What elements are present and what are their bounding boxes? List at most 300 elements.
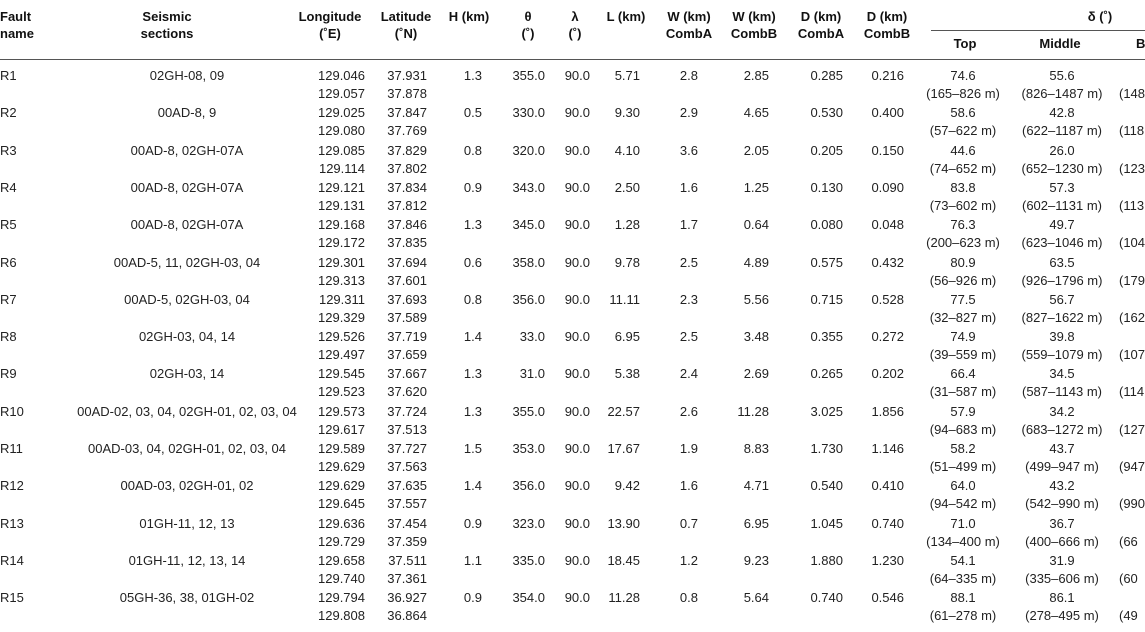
latitude-cell: 37.727	[387, 441, 427, 456]
depth-h-cell: 0.5	[463, 105, 482, 121]
longitude-cell: 129.573	[318, 403, 365, 419]
strike-theta-cell: 354.0	[512, 590, 545, 606]
depth-h-cell: 1.1	[463, 552, 482, 568]
length-l-cell: 6.95	[614, 329, 640, 345]
delta-top-cell: 44.6	[950, 142, 976, 158]
latitude-cell: 37.931	[387, 68, 427, 83]
slip-combb-cell: 0.048	[871, 217, 904, 233]
latitude-cell: 37.659	[387, 347, 427, 363]
latitude-cell: 37.769	[387, 123, 427, 139]
latitude-cell: 37.563	[387, 459, 427, 474]
rake-lambda-cell: 90.0	[564, 366, 590, 382]
rake-lambda-cell: 90.0	[564, 403, 590, 419]
seismic-sections-cell: 02GH-03, 04, 14	[138, 329, 236, 345]
longitude-cell: 129.057	[318, 86, 365, 101]
fault-name-cell: R12	[0, 478, 24, 494]
strike-theta-cell: 31.0	[519, 366, 545, 382]
strike-theta-cell: 356.0	[512, 291, 545, 307]
longitude-cell: 129.168	[318, 217, 365, 233]
slip-comba-cell: 1.045	[810, 515, 843, 531]
latitude-cell: 37.693	[387, 291, 427, 307]
rake-lambda-cell: 90.0	[564, 552, 590, 568]
delta-middle-cell: 43.7	[1049, 441, 1075, 456]
width-comba-cell: 2.6	[679, 403, 698, 419]
delta-bottom-cell: (107	[1119, 347, 1145, 363]
delta-top-cell: 58.2	[950, 441, 976, 456]
rake-lambda-cell: 90.0	[564, 329, 590, 345]
delta-top-cell: 80.9	[950, 254, 976, 270]
width-comba-cell: 3.6	[679, 142, 698, 158]
delta-middle-cell: 34.5	[1049, 366, 1075, 382]
delta-middle-cell: (559–1079 m)	[1021, 347, 1103, 363]
seismic-sections-cell: 02GH-03, 14	[149, 366, 225, 382]
delta-top-cell: (64–335 m)	[929, 570, 997, 586]
width-comba-cell: 2.8	[679, 68, 698, 83]
longitude-cell: 129.629	[318, 478, 365, 494]
latitude-cell: 37.359	[387, 533, 427, 549]
depth-h-cell: 1.5	[463, 441, 482, 456]
delta-middle-cell: 36.7	[1049, 515, 1075, 531]
delta-top-cell: 83.8	[950, 179, 976, 195]
slip-combb-cell: 0.400	[871, 105, 904, 121]
delta-middle-cell: 31.9	[1049, 552, 1075, 568]
fault-name-cell: R8	[0, 329, 17, 345]
header-delta-bottom: B	[1136, 36, 1145, 51]
rake-lambda-cell: 90.0	[564, 515, 590, 531]
delta-bottom-cell: (947	[1119, 459, 1145, 474]
delta-top-cell: 64.0	[950, 478, 976, 494]
slip-comba-cell: 3.025	[810, 403, 843, 419]
longitude-cell: 129.729	[318, 533, 365, 549]
slip-combb-cell: 0.272	[871, 329, 904, 345]
length-l-cell: 9.42	[614, 478, 640, 494]
header-theta: θ (˚)	[521, 9, 535, 41]
seismic-sections-cell: 01GH-11, 12, 13	[139, 515, 235, 531]
delta-middle-cell: (587–1143 m)	[1022, 384, 1102, 400]
latitude-cell: 37.635	[387, 478, 427, 494]
slip-combb-cell: 1.856	[871, 403, 904, 419]
latitude-cell: 37.724	[387, 403, 427, 419]
header-fault-name: Fault name	[0, 9, 34, 41]
delta-bottom-cell: (179	[1119, 272, 1145, 288]
delta-middle-cell: 26.0	[1049, 142, 1075, 158]
longitude-cell: 129.131	[318, 197, 365, 213]
strike-theta-cell: 320.0	[512, 142, 545, 158]
width-comba-cell: 2.4	[679, 366, 698, 382]
width-combb-cell: 2.85	[743, 68, 769, 83]
width-comba-cell: 2.5	[679, 254, 698, 270]
width-combb-cell: 5.64	[743, 590, 769, 606]
slip-combb-cell: 0.202	[871, 366, 904, 382]
strike-theta-cell: 343.0	[512, 179, 545, 195]
longitude-cell: 129.636	[318, 515, 365, 531]
header-h: H (km)	[448, 9, 490, 24]
width-combb-cell: 4.71	[743, 478, 769, 494]
width-combb-cell: 11.28	[737, 403, 769, 419]
length-l-cell: 22.57	[607, 403, 640, 419]
longitude-cell: 129.311	[318, 291, 365, 307]
width-combb-cell: 6.95	[743, 515, 769, 531]
header-lambda: λ (˚)	[568, 9, 582, 41]
longitude-cell: 129.497	[318, 347, 365, 363]
seismic-sections-cell: 00AD-02, 03, 04, 02GH-01, 02, 03, 04	[77, 403, 297, 419]
strike-theta-cell: 353.0	[512, 441, 545, 456]
longitude-cell: 129.085	[318, 142, 365, 158]
delta-bottom-cell: (148	[1119, 86, 1145, 101]
length-l-cell: 4.10	[614, 142, 640, 158]
seismic-sections-cell: 00AD-5, 02GH-03, 04	[124, 291, 250, 307]
slip-combb-cell: 1.230	[871, 552, 904, 568]
depth-h-cell: 0.9	[463, 179, 482, 195]
latitude-cell: 37.620	[387, 384, 427, 400]
width-combb-cell: 9.23	[743, 552, 769, 568]
strike-theta-cell: 355.0	[512, 68, 545, 83]
longitude-cell: 129.526	[318, 329, 365, 345]
header-d-comba: D (km) CombA	[797, 9, 845, 41]
longitude-cell: 129.545	[318, 366, 365, 382]
delta-top-cell: 54.1	[950, 552, 976, 568]
latitude-cell: 36.927	[387, 590, 427, 606]
delta-top-cell: 88.1	[950, 590, 976, 606]
length-l-cell: 17.67	[607, 441, 640, 456]
latitude-cell: 37.557	[387, 496, 427, 512]
slip-comba-cell: 1.880	[810, 552, 843, 568]
delta-middle-cell: (542–990 m)	[1025, 496, 1099, 512]
slip-combb-cell: 0.432	[871, 254, 904, 270]
delta-top-cell: (73–602 m)	[929, 197, 997, 213]
slip-comba-cell: 0.355	[810, 329, 843, 345]
delta-bottom-cell: (104	[1119, 235, 1145, 251]
longitude-cell: 129.645	[318, 496, 365, 512]
depth-h-cell: 1.3	[463, 403, 482, 419]
latitude-cell: 37.601	[387, 272, 427, 288]
width-comba-cell: 1.2	[679, 552, 698, 568]
width-combb-cell: 4.89	[743, 254, 769, 270]
header-delta-middle: Middle	[1039, 36, 1081, 51]
longitude-cell: 129.740	[318, 570, 365, 586]
longitude-cell: 129.808	[318, 608, 365, 624]
latitude-cell: 37.454	[387, 515, 427, 531]
slip-combb-cell: 0.410	[871, 478, 904, 494]
slip-combb-cell: 0.546	[871, 590, 904, 606]
latitude-cell: 37.361	[387, 570, 427, 586]
header-delta-top: Top	[953, 36, 977, 51]
delta-top-cell: 58.6	[950, 105, 976, 121]
longitude-cell: 129.329	[318, 309, 365, 325]
strike-theta-cell: 358.0	[512, 254, 545, 270]
delta-middle-cell: 42.8	[1049, 105, 1075, 121]
latitude-cell: 37.878	[387, 86, 427, 101]
fault-name-cell: R7	[0, 291, 17, 307]
width-comba-cell: 2.3	[679, 291, 698, 307]
strike-theta-cell: 356.0	[512, 478, 545, 494]
header-delta: δ (˚)	[1087, 9, 1113, 24]
delta-top-cell: (165–826 m)	[926, 86, 1000, 101]
latitude-cell: 37.834	[387, 179, 427, 195]
fault-name-cell: R2	[0, 105, 17, 121]
slip-comba-cell: 0.265	[810, 366, 843, 382]
width-combb-cell: 4.65	[743, 105, 769, 121]
slip-combb-cell: 1.146	[871, 441, 904, 456]
width-comba-cell: 2.9	[679, 105, 698, 121]
header-latitude: Latitude (˚N)	[380, 9, 432, 41]
depth-h-cell: 1.3	[463, 366, 482, 382]
fault-name-cell: R4	[0, 179, 17, 195]
delta-top-cell: (74–652 m)	[929, 160, 997, 176]
slip-combb-cell: 0.090	[871, 179, 904, 195]
length-l-cell: 2.50	[614, 179, 640, 195]
delta-top-cell: (57–622 m)	[929, 123, 997, 139]
width-comba-cell: 0.7	[679, 515, 698, 531]
width-comba-cell: 1.6	[679, 179, 698, 195]
delta-top-cell: (94–683 m)	[929, 421, 997, 437]
length-l-cell: 13.90	[607, 515, 640, 531]
delta-middle-cell: (400–666 m)	[1025, 533, 1099, 549]
fault-name-cell: R6	[0, 254, 17, 270]
delta-middle-cell: (499–947 m)	[1025, 459, 1099, 474]
rake-lambda-cell: 90.0	[564, 179, 590, 195]
fault-name-cell: R13	[0, 515, 24, 531]
header-d-combb: D (km) CombB	[863, 9, 911, 41]
width-comba-cell: 1.7	[679, 217, 698, 233]
seismic-sections-cell: 00AD-8, 02GH-07A	[130, 179, 244, 195]
delta-middle-cell: (278–495 m)	[1025, 608, 1099, 624]
delta-top-cell: (61–278 m)	[929, 608, 997, 624]
fault-name-cell: R10	[0, 403, 24, 419]
header-longitude: Longitude (˚E)	[298, 9, 362, 41]
header-w-combb: W (km) CombB	[730, 9, 778, 41]
delta-bottom-cell: (114	[1119, 384, 1145, 400]
width-comba-cell: 1.6	[679, 478, 698, 494]
header-l: L (km)	[606, 9, 646, 24]
latitude-cell: 37.829	[387, 142, 427, 158]
latitude-cell: 37.513	[387, 421, 427, 437]
strike-theta-cell: 355.0	[512, 403, 545, 419]
delta-middle-cell: (602–1131 m)	[1022, 197, 1102, 213]
delta-middle-cell: (683–1272 m)	[1021, 421, 1103, 437]
delta-bottom-cell: (113	[1119, 197, 1145, 213]
delta-top-cell: 74.6	[950, 68, 976, 83]
delta-middle-cell: (622–1187 m)	[1022, 123, 1102, 139]
longitude-cell: 129.617	[318, 421, 365, 437]
header-w-comba: W (km) CombA	[665, 9, 713, 41]
latitude-cell: 37.847	[387, 105, 427, 121]
strike-theta-cell: 323.0	[512, 515, 545, 531]
longitude-cell: 129.523	[318, 384, 365, 400]
header-rule	[0, 59, 1145, 60]
rake-lambda-cell: 90.0	[564, 142, 590, 158]
delta-top-cell: 66.4	[950, 366, 976, 382]
slip-comba-cell: 0.540	[810, 478, 843, 494]
delta-top-cell: (56–926 m)	[929, 272, 997, 288]
fault-name-cell: R1	[0, 68, 17, 83]
delta-top-cell: (32–827 m)	[929, 309, 997, 325]
width-combb-cell: 5.56	[743, 291, 769, 307]
delta-middle-cell: 39.8	[1049, 329, 1075, 345]
seismic-sections-cell: 00AD-8, 9	[157, 105, 217, 121]
seismic-sections-cell: 05GH-36, 38, 01GH-02	[119, 590, 255, 606]
width-combb-cell: 2.05	[743, 142, 769, 158]
depth-h-cell: 1.3	[463, 217, 482, 233]
delta-middle-cell: 57.3	[1049, 179, 1075, 195]
strike-theta-cell: 345.0	[512, 217, 545, 233]
slip-combb-cell: 0.216	[871, 68, 904, 83]
rake-lambda-cell: 90.0	[564, 254, 590, 270]
delta-middle-cell: 43.2	[1049, 478, 1075, 494]
longitude-cell: 129.121	[318, 179, 365, 195]
rake-lambda-cell: 90.0	[564, 291, 590, 307]
fault-name-cell: R3	[0, 142, 17, 158]
depth-h-cell: 0.8	[463, 142, 482, 158]
delta-bottom-cell: (990	[1119, 496, 1145, 512]
delta-bottom-cell: (66	[1119, 533, 1138, 549]
strike-theta-cell: 33.0	[519, 329, 545, 345]
length-l-cell: 9.30	[614, 105, 640, 121]
width-comba-cell: 1.9	[679, 441, 698, 456]
delta-middle-cell: 55.6	[1049, 68, 1075, 83]
strike-theta-cell: 330.0	[512, 105, 545, 121]
seismic-sections-cell: 00AD-8, 02GH-07A	[130, 217, 244, 233]
longitude-cell: 129.114	[318, 160, 365, 176]
latitude-cell: 37.511	[388, 552, 427, 568]
width-combb-cell: 1.25	[743, 179, 769, 195]
rake-lambda-cell: 90.0	[564, 441, 590, 456]
longitude-cell: 129.589	[318, 441, 365, 456]
length-l-cell: 18.45	[607, 552, 640, 568]
seismic-sections-cell: 00AD-03, 02GH-01, 02	[120, 478, 254, 494]
slip-comba-cell: 0.530	[810, 105, 843, 121]
strike-theta-cell: 335.0	[512, 552, 545, 568]
seismic-sections-cell: 00AD-8, 02GH-07A	[130, 142, 244, 158]
depth-h-cell: 0.9	[463, 590, 482, 606]
width-combb-cell: 8.83	[743, 441, 769, 456]
fault-name-cell: R9	[0, 366, 17, 382]
depth-h-cell: 1.3	[463, 68, 482, 83]
slip-combb-cell: 0.150	[871, 142, 904, 158]
length-l-cell: 11.11	[609, 291, 640, 307]
delta-middle-cell: (335–606 m)	[1025, 570, 1099, 586]
slip-comba-cell: 0.575	[810, 254, 843, 270]
header-seismic-sections: Seismic sections	[140, 9, 194, 41]
delta-middle-cell: 86.1	[1049, 590, 1075, 606]
longitude-cell: 129.046	[318, 68, 365, 83]
delta-bottom-cell: (118	[1119, 123, 1145, 139]
width-comba-cell: 2.5	[679, 329, 698, 345]
delta-group-rule	[931, 30, 1145, 31]
rake-lambda-cell: 90.0	[564, 68, 590, 83]
delta-top-cell: 71.0	[950, 515, 976, 531]
rake-lambda-cell: 90.0	[564, 590, 590, 606]
length-l-cell: 9.78	[614, 254, 640, 270]
latitude-cell: 37.589	[387, 309, 427, 325]
rake-lambda-cell: 90.0	[564, 217, 590, 233]
latitude-cell: 37.802	[387, 160, 427, 176]
longitude-cell: 129.172	[318, 235, 365, 251]
slip-comba-cell: 0.130	[810, 179, 843, 195]
slip-comba-cell: 0.080	[810, 217, 843, 233]
slip-comba-cell: 1.730	[810, 441, 843, 456]
delta-middle-cell: (652–1230 m)	[1021, 160, 1103, 176]
delta-top-cell: 77.5	[950, 291, 976, 307]
fault-name-cell: R15	[0, 590, 24, 606]
depth-h-cell: 0.8	[463, 291, 482, 307]
depth-h-cell: 0.6	[463, 254, 482, 270]
delta-top-cell: 57.9	[950, 403, 976, 419]
longitude-cell: 129.301	[318, 254, 365, 270]
latitude-cell: 37.667	[387, 366, 427, 382]
latitude-cell: 37.694	[387, 254, 427, 270]
seismic-sections-cell: 01GH-11, 12, 13, 14	[128, 552, 246, 568]
slip-comba-cell: 0.285	[810, 68, 843, 83]
delta-top-cell: 74.9	[950, 329, 976, 345]
length-l-cell: 5.38	[614, 366, 640, 382]
delta-bottom-cell: (123	[1119, 160, 1145, 176]
slip-comba-cell: 0.715	[810, 291, 843, 307]
longitude-cell: 129.025	[318, 105, 365, 121]
delta-middle-cell: 63.5	[1049, 254, 1075, 270]
seismic-sections-cell: 00AD-03, 04, 02GH-01, 02, 03, 04	[87, 441, 286, 456]
width-combb-cell: 0.64	[743, 217, 769, 233]
delta-bottom-cell: (60	[1119, 570, 1138, 586]
slip-comba-cell: 0.205	[810, 142, 843, 158]
depth-h-cell: 0.9	[463, 515, 482, 531]
latitude-cell: 37.846	[387, 217, 427, 233]
latitude-cell: 36.864	[387, 608, 427, 624]
delta-bottom-cell: (127	[1119, 421, 1145, 437]
delta-middle-cell: (827–1622 m)	[1021, 309, 1103, 325]
longitude-cell: 129.629	[318, 459, 365, 474]
delta-bottom-cell: (162	[1119, 309, 1145, 325]
delta-middle-cell: (926–1796 m)	[1021, 272, 1103, 288]
rake-lambda-cell: 90.0	[564, 105, 590, 121]
seismic-sections-cell: 00AD-5, 11, 02GH-03, 04	[113, 254, 261, 270]
width-combb-cell: 2.69	[743, 366, 769, 382]
slip-combb-cell: 0.740	[871, 515, 904, 531]
depth-h-cell: 1.4	[463, 329, 482, 345]
slip-combb-cell: 0.528	[871, 291, 904, 307]
delta-middle-cell: 34.2	[1049, 403, 1075, 419]
delta-middle-cell: (826–1487 m)	[1021, 86, 1103, 101]
latitude-cell: 37.719	[387, 329, 427, 345]
fault-name-cell: R14	[0, 552, 24, 568]
depth-h-cell: 1.4	[463, 478, 482, 494]
longitude-cell: 129.080	[318, 123, 365, 139]
rake-lambda-cell: 90.0	[564, 478, 590, 494]
delta-top-cell: 76.3	[950, 217, 976, 233]
delta-top-cell: (134–400 m)	[926, 533, 1000, 549]
length-l-cell: 1.28	[614, 217, 640, 233]
fault-name-cell: R11	[0, 441, 23, 456]
longitude-cell: 129.313	[318, 272, 365, 288]
delta-top-cell: (51–499 m)	[929, 459, 997, 474]
delta-middle-cell: (623–1046 m)	[1021, 235, 1103, 251]
delta-top-cell: (31–587 m)	[929, 384, 997, 400]
longitude-cell: 129.794	[318, 590, 365, 606]
length-l-cell: 11.28	[608, 590, 640, 606]
width-comba-cell: 0.8	[679, 590, 698, 606]
length-l-cell: 5.71	[614, 68, 640, 83]
delta-bottom-cell: (49	[1119, 608, 1138, 624]
delta-top-cell: (39–559 m)	[929, 347, 997, 363]
fault-name-cell: R5	[0, 217, 17, 233]
delta-top-cell: (200–623 m)	[926, 235, 1000, 251]
width-combb-cell: 3.48	[743, 329, 769, 345]
delta-middle-cell: 56.7	[1049, 291, 1075, 307]
seismic-sections-cell: 02GH-08, 09	[149, 68, 225, 83]
delta-top-cell: (94–542 m)	[929, 496, 997, 512]
latitude-cell: 37.812	[387, 197, 427, 213]
longitude-cell: 129.658	[318, 552, 365, 568]
